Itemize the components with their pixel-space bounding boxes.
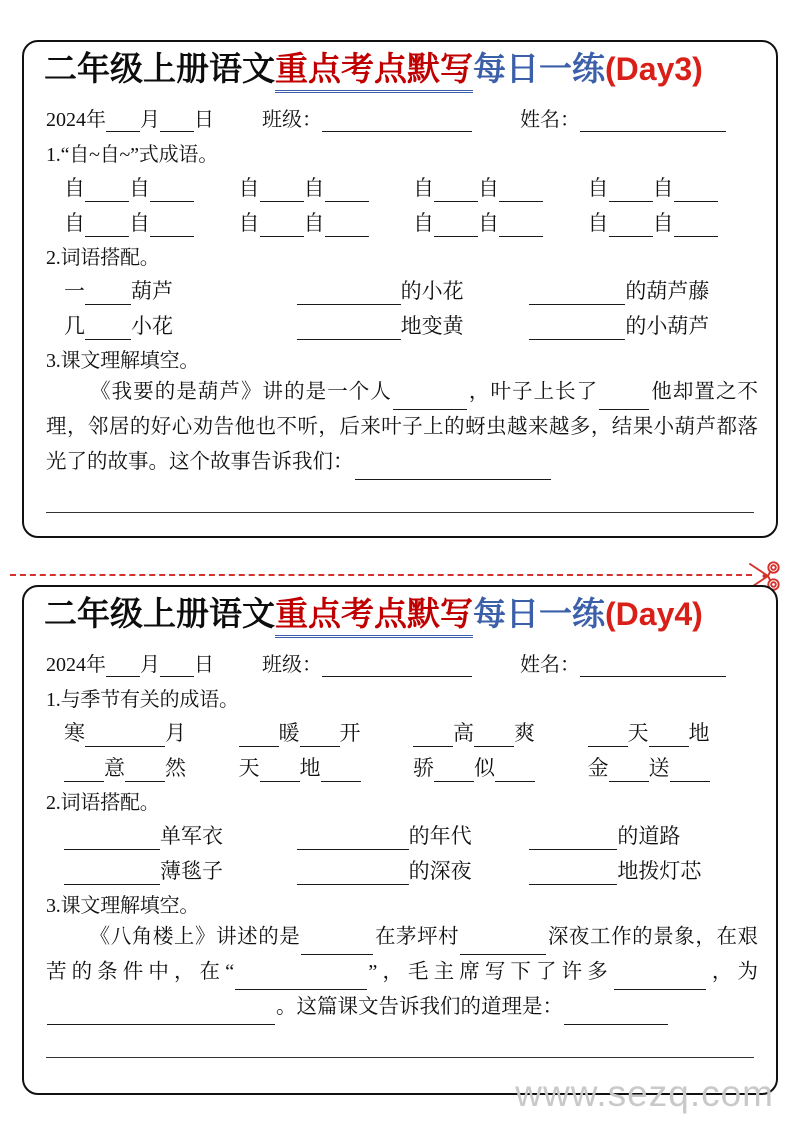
q2-item[interactable]	[64, 820, 297, 850]
q2-item[interactable]	[297, 820, 530, 850]
q2-blank[interactable]	[297, 282, 401, 305]
q2-blank[interactable]	[85, 317, 131, 340]
q2-item[interactable]	[64, 855, 297, 885]
q1-blank[interactable]	[609, 179, 653, 202]
q1-blank[interactable]	[125, 759, 165, 782]
q2-item[interactable]	[297, 310, 530, 340]
q2-row-2-day4	[38, 850, 762, 885]
q1-char-a: 金	[587, 755, 609, 780]
q2-post: 单军衣	[160, 823, 223, 848]
title-focus: 重点考点默写	[275, 52, 473, 93]
q1-blank[interactable]	[434, 179, 478, 202]
q2-post: 的小花	[400, 278, 464, 303]
date-year: 2024	[46, 653, 86, 676]
q1-blank[interactable]	[325, 179, 369, 202]
q2-blank[interactable]	[85, 282, 131, 305]
q1-char-b: 自	[652, 175, 674, 200]
q1-row-2-day3	[38, 202, 762, 237]
answer-line-day4[interactable]	[46, 1027, 754, 1058]
q1-char-b: 自	[129, 175, 150, 200]
q3-blank-2[interactable]	[460, 932, 546, 955]
q3-blank-6[interactable]	[564, 1002, 668, 1025]
q1-blank[interactable]	[64, 759, 104, 782]
q1-blank[interactable]	[674, 179, 718, 202]
q1-blank[interactable]	[260, 214, 304, 237]
q1-blank[interactable]	[239, 724, 279, 747]
q2-blank[interactable]	[64, 827, 160, 850]
q1-item[interactable]	[239, 207, 414, 237]
q1-char-b: 地	[299, 755, 321, 780]
q2-item[interactable]	[529, 275, 762, 305]
date-day-blank[interactable]	[160, 655, 194, 677]
q2-row-1-day4	[38, 815, 762, 850]
q1-char-a: 自	[413, 175, 434, 200]
question-3-paragraph-day3	[38, 373, 762, 480]
q1-row-1-day3	[38, 167, 762, 202]
q2-row-1-day3	[38, 270, 762, 305]
q1-char-b: 自	[478, 210, 499, 235]
q2-item[interactable]	[529, 310, 762, 340]
q2-item[interactable]	[529, 820, 762, 850]
name-label: 姓名：	[520, 653, 580, 676]
title-day-number: (Day3)	[605, 51, 703, 87]
q2-item[interactable]	[297, 855, 530, 885]
name-blank[interactable]	[580, 655, 726, 677]
class-field[interactable]	[262, 103, 472, 132]
q1-char-a: 天	[238, 755, 260, 780]
q1-blank[interactable]	[609, 214, 653, 237]
q1-blank[interactable]	[649, 724, 689, 747]
q2-post: 的小葫芦	[625, 313, 710, 338]
q1-char-a: 自	[587, 210, 609, 235]
q1-char-a: 自	[413, 210, 434, 235]
q1-blank[interactable]	[260, 759, 300, 782]
q1-blank[interactable]	[85, 724, 165, 747]
q3-blank-3[interactable]	[235, 967, 367, 990]
worksheet-title-day4	[38, 595, 762, 640]
meta-row-day3	[38, 95, 762, 134]
q3-text-1: 《我要的是葫芦》讲的是一个人	[89, 380, 392, 403]
class-field[interactable]	[262, 648, 472, 677]
answer-line-day3[interactable]	[46, 486, 754, 513]
title-daily: 每日一练	[473, 52, 605, 88]
q2-item[interactable]	[64, 310, 297, 340]
q1-item[interactable]	[239, 717, 414, 747]
q3-text-3: 他却置之不理，邻居的好心劝告他也不听，后来叶子上的蚜虫越来越多，结果小葫芦都落光了的故事。这个故事告诉我们：	[46, 380, 759, 473]
q1-char-a: 骄	[413, 755, 434, 780]
q3-text-6: 。这篇课文告诉我们的道理是：	[276, 995, 563, 1018]
title-daily: 每日一练	[473, 597, 605, 633]
q1-char-b: 自	[303, 175, 325, 200]
q1-char-a: 自	[238, 210, 260, 235]
question-1-heading-day3: 1.“自~自~”式成语。	[46, 143, 218, 166]
meta-row-day4	[38, 640, 762, 679]
q2-blank[interactable]	[297, 862, 409, 885]
q2-post: 的深夜	[408, 858, 472, 883]
q1-char-b: 自	[478, 175, 499, 200]
date-month-char: 月	[140, 653, 160, 676]
q2-blank[interactable]	[529, 282, 625, 305]
q1-char-a: 自	[64, 175, 85, 200]
q1-item[interactable]	[588, 207, 763, 237]
q1-char-b: 然	[165, 755, 186, 780]
q1-blank[interactable]	[609, 759, 649, 782]
q1-blank[interactable]	[325, 214, 369, 237]
q1-blank[interactable]	[150, 214, 194, 237]
q1-item[interactable]	[413, 717, 588, 747]
name-label: 姓名：	[520, 108, 580, 131]
q1-blank[interactable]	[413, 724, 453, 747]
class-blank[interactable]	[322, 655, 472, 677]
q1-item[interactable]	[588, 172, 763, 202]
q1-blank[interactable]	[474, 724, 514, 747]
worksheet-title-day3	[38, 50, 762, 95]
q2-blank[interactable]	[529, 862, 617, 885]
title-focus: 重点考点默写	[275, 597, 473, 638]
question-3-heading-day3: 3.课文理解填空。	[46, 349, 200, 372]
date-month-char: 月	[140, 108, 160, 131]
q3-blank-1[interactable]	[301, 932, 373, 955]
date-month-blank[interactable]	[106, 655, 140, 677]
q1-item[interactable]	[588, 752, 763, 782]
q2-post: 的道路	[617, 823, 681, 848]
q1-char-b: 自	[303, 210, 325, 235]
q2-post: 地拨灯芯	[617, 858, 702, 883]
question-2-heading-day4: 2.词语搭配。	[46, 791, 160, 814]
q2-blank[interactable]	[297, 827, 409, 850]
q2-item[interactable]	[64, 275, 297, 305]
q1-char-b: 爽	[514, 720, 535, 745]
date-day-char: 日	[194, 108, 214, 131]
q1-blank[interactable]	[434, 759, 474, 782]
q1-char-b: 月	[165, 720, 186, 745]
q1-char-a: 自	[238, 175, 260, 200]
q2-item[interactable]	[297, 275, 530, 305]
date-field[interactable]	[46, 648, 214, 677]
q1-blank[interactable]	[434, 214, 478, 237]
q1-blank[interactable]	[321, 759, 361, 782]
title-subject: 二年级上册语文	[44, 52, 275, 88]
q1-char-a: 天	[627, 720, 649, 745]
q1-item[interactable]	[64, 752, 239, 782]
q1-row-1-day4	[38, 712, 762, 747]
q3-blank-1[interactable]	[393, 387, 467, 410]
q1-blank[interactable]	[499, 179, 543, 202]
q1-blank[interactable]	[495, 759, 535, 782]
q1-char-b: 开	[339, 720, 361, 745]
q2-post: 的年代	[408, 823, 472, 848]
q1-char-a: 自	[587, 175, 609, 200]
dashed-cut-line	[10, 574, 752, 576]
q1-blank[interactable]	[670, 759, 710, 782]
q3-blank-4[interactable]	[614, 967, 706, 990]
q1-item[interactable]	[64, 717, 239, 747]
q3-text-2: 在茅坪村	[374, 925, 460, 948]
q3-text-1: 《八角楼上》讲述的是	[89, 925, 301, 948]
q1-item[interactable]	[64, 172, 239, 202]
q1-blank[interactable]	[85, 179, 129, 202]
class-blank[interactable]	[322, 110, 472, 132]
class-label: 班级：	[262, 653, 322, 676]
title-subject: 二年级上册语文	[44, 597, 275, 633]
q3-text-3: 深夜工作的景象，在艰苦的条件中，在“	[46, 925, 759, 983]
class-label: 班级：	[262, 108, 322, 131]
q1-item[interactable]	[239, 172, 414, 202]
date-day-blank[interactable]	[160, 110, 194, 132]
q1-char-b: 自	[129, 210, 150, 235]
q2-pre: 几	[64, 313, 85, 338]
q2-pre: 一	[64, 278, 85, 303]
date-year-char: 年	[86, 108, 106, 131]
q2-post: 地变黄	[400, 313, 464, 338]
q1-blank[interactable]	[260, 179, 304, 202]
date-field[interactable]	[46, 103, 214, 132]
q3-text-5: ，为	[706, 960, 758, 983]
q1-item[interactable]	[413, 207, 588, 237]
date-day-char: 日	[194, 653, 214, 676]
q1-char-a: 高	[453, 720, 474, 745]
q2-post: 薄毯子	[160, 858, 223, 883]
q2-item[interactable]	[529, 855, 762, 885]
q2-blank[interactable]	[297, 317, 401, 340]
q1-char-b: 地	[688, 720, 710, 745]
name-field[interactable]	[520, 648, 726, 677]
q1-char-a: 意	[104, 755, 125, 780]
date-year: 2024	[46, 108, 86, 131]
q2-post: 小花	[131, 313, 173, 338]
site-watermark: www.sezq.com	[515, 1073, 774, 1114]
q1-blank[interactable]	[499, 214, 543, 237]
worksheet-card-day4	[22, 585, 778, 1095]
q1-item[interactable]	[239, 752, 414, 782]
q3-text-2: ，叶子上长了	[467, 380, 599, 403]
q1-char-b: 似	[474, 755, 495, 780]
q1-blank[interactable]	[300, 724, 340, 747]
q2-blank[interactable]	[529, 827, 617, 850]
q1-blank[interactable]	[674, 214, 718, 237]
q1-char-a: 自	[64, 210, 85, 235]
q1-item[interactable]	[413, 752, 588, 782]
date-year-char: 年	[86, 653, 106, 676]
q3-blank-3[interactable]	[355, 457, 551, 480]
name-blank[interactable]	[580, 110, 726, 132]
q2-blank[interactable]	[529, 317, 625, 340]
q1-char-a: 寒	[64, 720, 85, 745]
q2-row-2-day3	[38, 305, 762, 340]
q1-char-a: 暖	[278, 720, 300, 745]
worksheet-card-day3	[22, 40, 778, 538]
q1-char-b: 送	[648, 755, 670, 780]
date-month-blank[interactable]	[106, 110, 140, 132]
q2-post: 葫芦	[131, 278, 173, 303]
question-3-paragraph-day4	[38, 918, 762, 1025]
question-1-heading-day4: 1.与季节有关的成语。	[46, 688, 239, 711]
q3-text-4: ”，毛主席写下了许多	[368, 960, 613, 983]
name-field[interactable]	[520, 103, 726, 132]
q1-blank[interactable]	[588, 724, 628, 747]
q1-item[interactable]	[413, 172, 588, 202]
question-3-heading-day4: 3.课文理解填空。	[46, 894, 200, 917]
q1-row-2-day4	[38, 747, 762, 782]
title-day-number: (Day4)	[605, 596, 703, 632]
q1-char-b: 自	[652, 210, 674, 235]
q3-blank-5[interactable]	[47, 1002, 275, 1025]
question-2-heading-day3: 2.词语搭配。	[46, 246, 160, 269]
q1-blank[interactable]	[150, 179, 194, 202]
q1-blank[interactable]	[85, 214, 129, 237]
q2-blank[interactable]	[64, 862, 160, 885]
q2-post: 的葫芦藤	[625, 278, 710, 303]
q1-item[interactable]	[588, 717, 763, 747]
q1-item[interactable]	[64, 207, 239, 237]
q3-blank-2[interactable]	[599, 387, 649, 410]
